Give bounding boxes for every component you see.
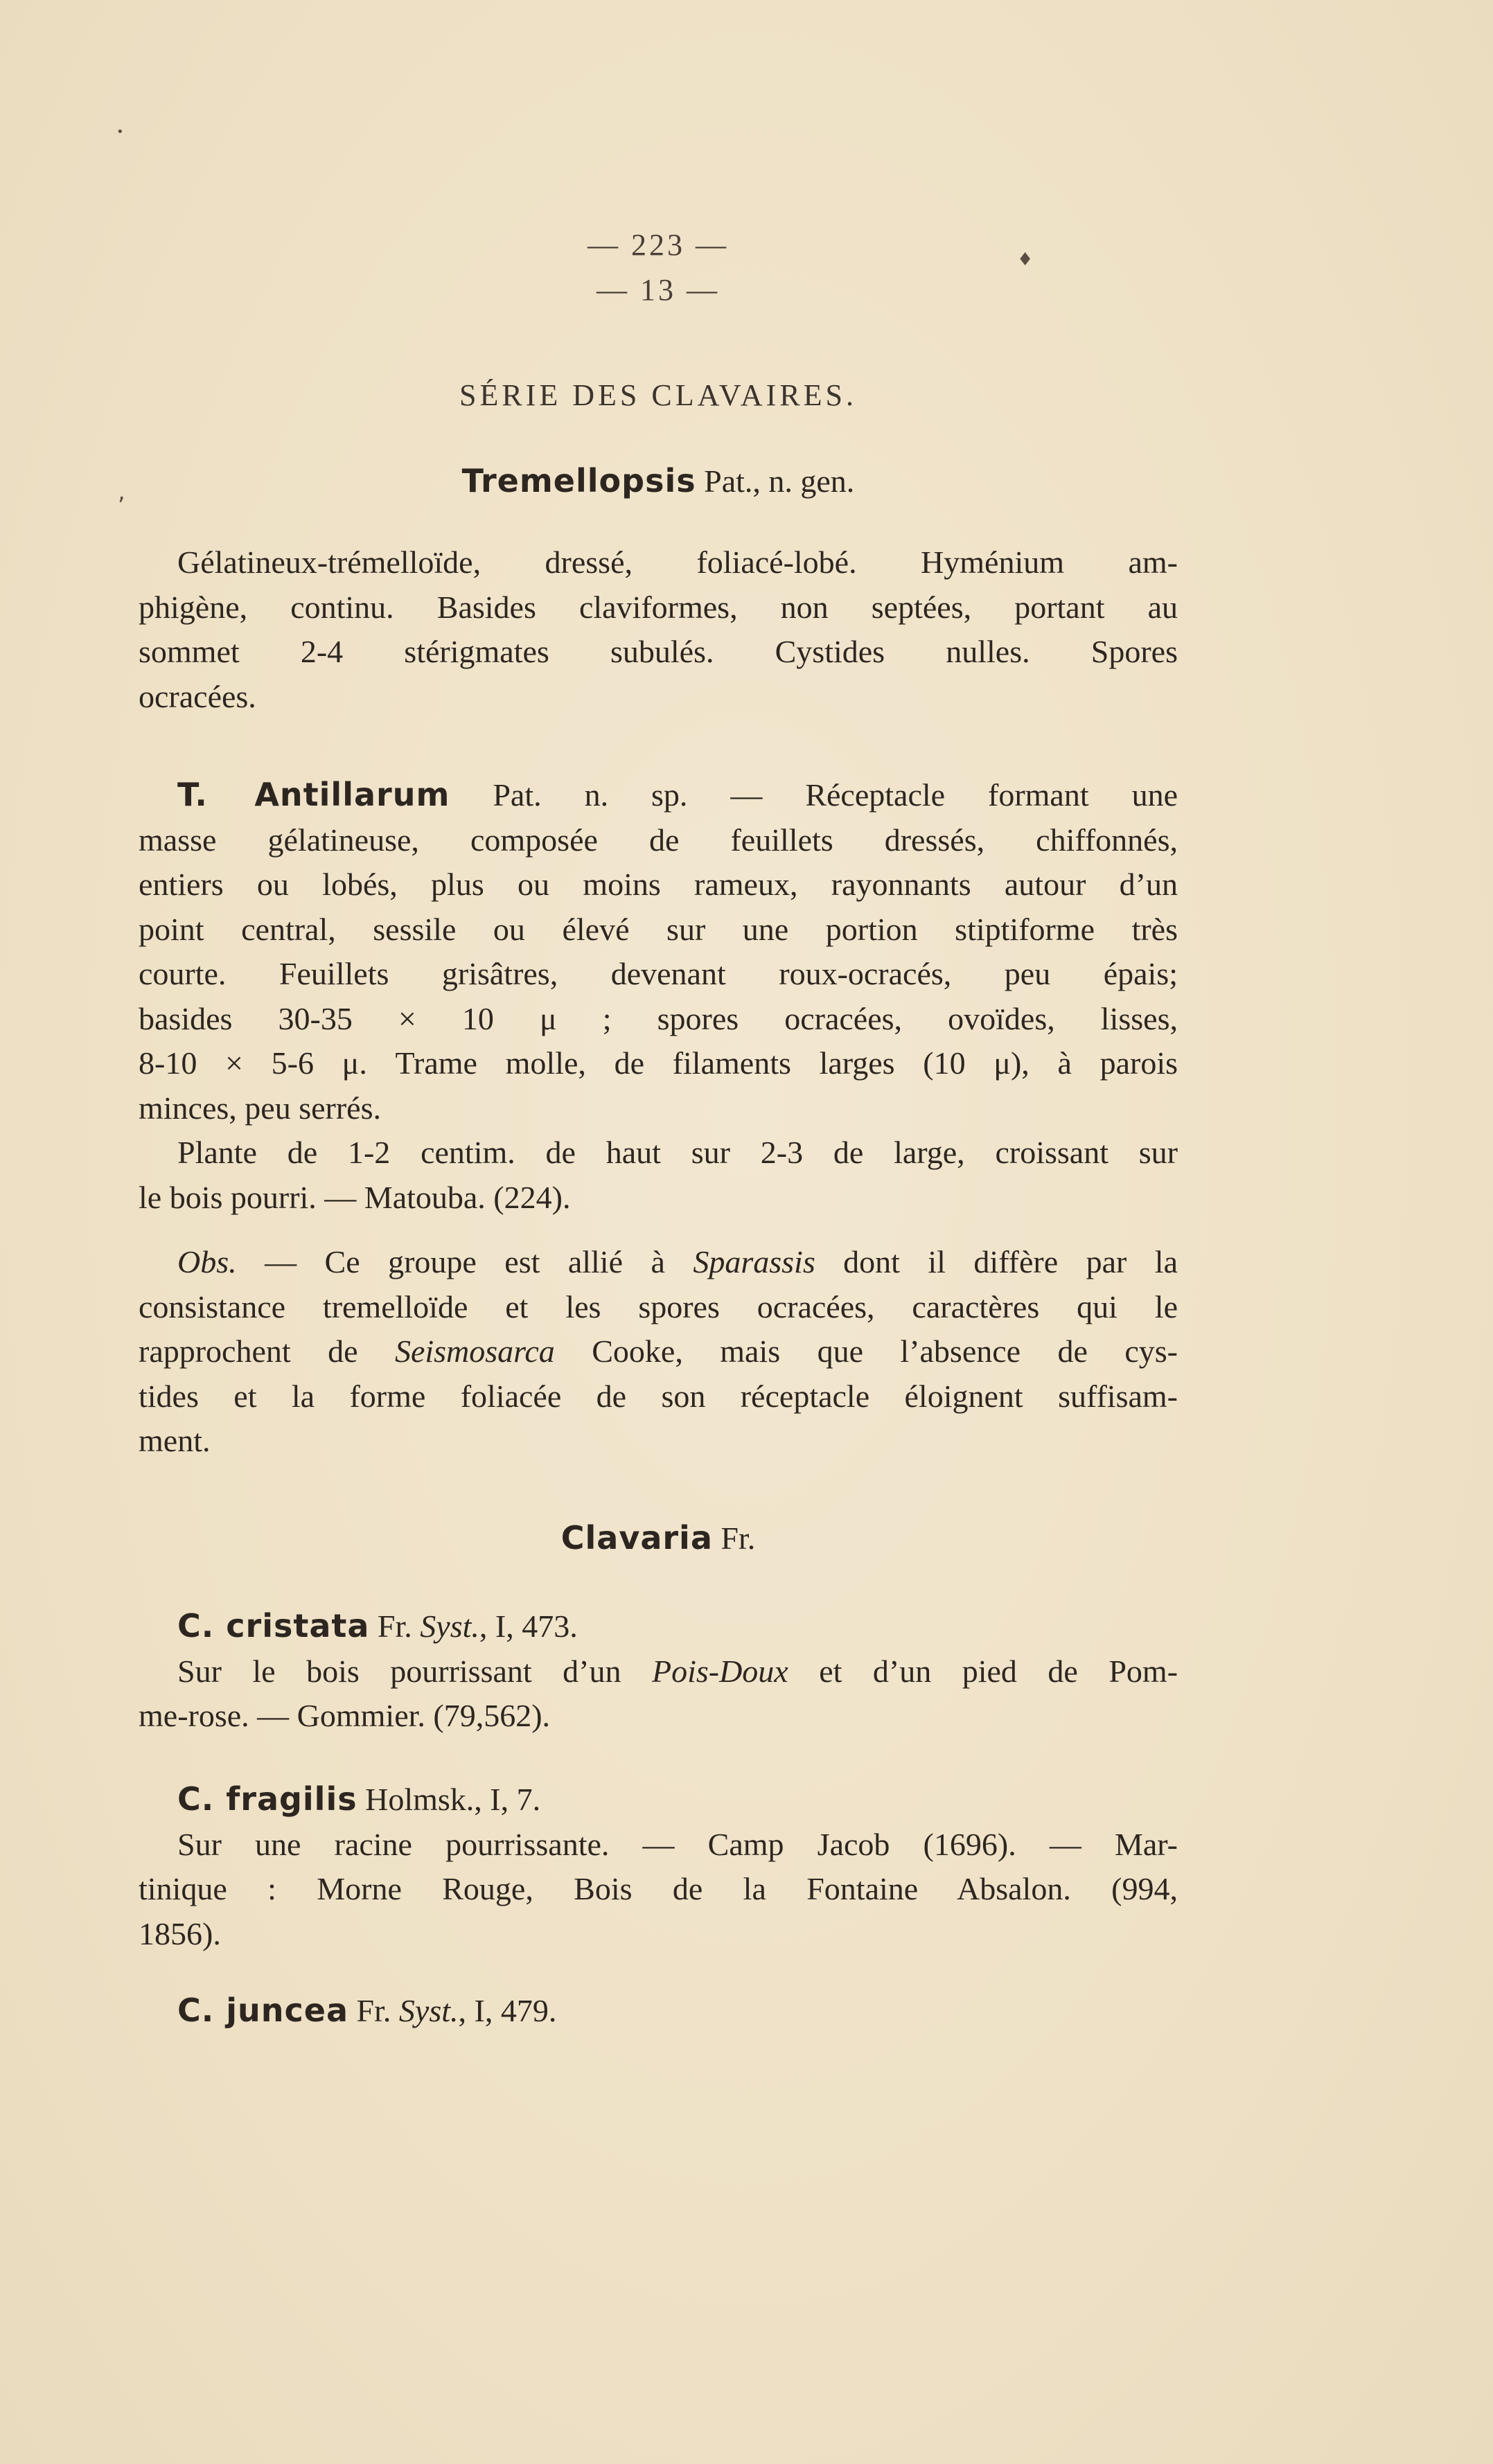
text-line: 1856). (139, 1915, 221, 1951)
species-juncea-entry (139, 1988, 1178, 2034)
speck-mark: • (116, 125, 124, 139)
text-line: consistance tremelloïde et les spores ocracées, caractères qui le (139, 1288, 1178, 1324)
text-line: me-rose. — Gommier. (79,562). (139, 1698, 551, 1733)
genus-heading-clavaria (139, 1519, 1178, 1557)
text-line: phigène, continu. Basides claviformes, non septées, portant au (139, 589, 1178, 625)
text-segment: Sur le bois pourrissant d’un (177, 1653, 621, 1689)
text-line: ocracées. (139, 678, 256, 714)
species-cristata-entry (139, 1604, 1178, 1739)
genus-reference: Seismosarca (394, 1333, 555, 1369)
text-line (139, 1329, 1178, 1374)
text-line: sommet 2-4 stérigmates subulés. Cystides nulles. Spores (139, 634, 1178, 669)
genus-name: Clavaria (560, 1519, 713, 1557)
reference-detail: , I, 479. (458, 1993, 557, 2028)
page-number-main: — 223 — (588, 228, 729, 262)
species-name: C. fragilis (177, 1780, 357, 1818)
species-antillarum-entry (139, 772, 1178, 1220)
text-line: courte. Feuillets grisâtres, devenant roux-ocracés, peu épais; (139, 956, 1178, 991)
text-line (139, 1240, 1178, 1285)
genus-description (139, 540, 1178, 719)
text-line: Plante de 1-2 centim. de haut sur 2-3 de large, croissant sur (177, 1135, 1178, 1170)
text-segment: — Ce groupe est allié à (265, 1244, 665, 1279)
text-segment: rapprochent de (139, 1333, 358, 1369)
text-line: point central, sessile ou élevé sur une portion stiptiforme très (139, 911, 1178, 947)
reference-title: Syst. (420, 1608, 479, 1644)
genus-authority: Fr. (721, 1521, 756, 1556)
species-authority: Pat. n. sp. — Réceptacle formant une (493, 777, 1178, 813)
text-line: masse gélatineuse, composée de feuillets dressés, chiffonnés, (139, 822, 1178, 858)
genus-reference: Sparassis (693, 1244, 815, 1279)
text-line: entiers ou lobés, plus ou moins rameux, rayonnants autour d’un (139, 867, 1178, 902)
text-line: Sur une racine pourrissante. — Camp Jacob (1696). — Mar- (177, 1826, 1178, 1862)
species-authority: Fr. (356, 1993, 391, 2028)
page-number-sub: — 13 — (597, 273, 720, 307)
text-line: 8-10 × 5-6 μ. Trame molle, de filaments larges (10 μ), à parois (139, 1045, 1178, 1081)
text-line: Gélatineux-trémelloïde, dressé, foliacé-lobé. Hyménium am- (177, 544, 1178, 580)
text-line (139, 1649, 1178, 1694)
text-line: le bois pourri. — Matouba. (224). (139, 1179, 571, 1215)
text-line: tides et la forme foliacée de son réceptacle éloignent suffisam- (139, 1378, 1178, 1414)
observation-paragraph (139, 1240, 1178, 1464)
host-plant: Pois-Doux (651, 1653, 788, 1689)
genus-heading-tremellopsis (139, 462, 1178, 499)
text-segment: dont il diffère par la (843, 1244, 1178, 1279)
species-authority: Holmsk., I, 7. (365, 1782, 541, 1817)
speck-mark: , (118, 478, 125, 506)
obs-label: Obs. (177, 1244, 237, 1279)
species-authority: Fr. (377, 1608, 412, 1644)
genus-name: Tremellopsis (461, 462, 696, 499)
species-title-line (139, 1604, 1178, 1649)
genus-authority: Pat., n. gen. (704, 463, 855, 499)
text-segment: Cooke, mais que l’absence de cys- (592, 1333, 1178, 1369)
text-line: ment. (139, 1423, 211, 1458)
speck-mark: ♦ (1017, 249, 1034, 270)
species-name: T. Antillarum (177, 776, 450, 813)
species-title-line (139, 772, 1178, 818)
series-title: SÉRIE DES CLAVAIRES. (459, 378, 857, 412)
text-segment: et d’un pied de Pom- (819, 1653, 1178, 1689)
text-line: minces, peu serrés. (139, 1090, 381, 1126)
reference-detail: , I, 473. (479, 1608, 578, 1644)
species-fragilis-entry (139, 1777, 1178, 1956)
species-title-line (139, 1777, 1178, 1823)
text-line: basides 30-35 × 10 μ ; spores ocracées, ovoïdes, lisses, (139, 1000, 1178, 1036)
species-name: C. juncea (177, 1992, 349, 2029)
species-title-line (139, 1988, 1178, 2034)
reference-title: Syst. (398, 1993, 459, 2028)
species-name: C. cristata (177, 1607, 370, 1645)
text-line: tinique : Morne Rouge, Bois de la Fontaine Absalon. (994, (139, 1871, 1178, 1906)
